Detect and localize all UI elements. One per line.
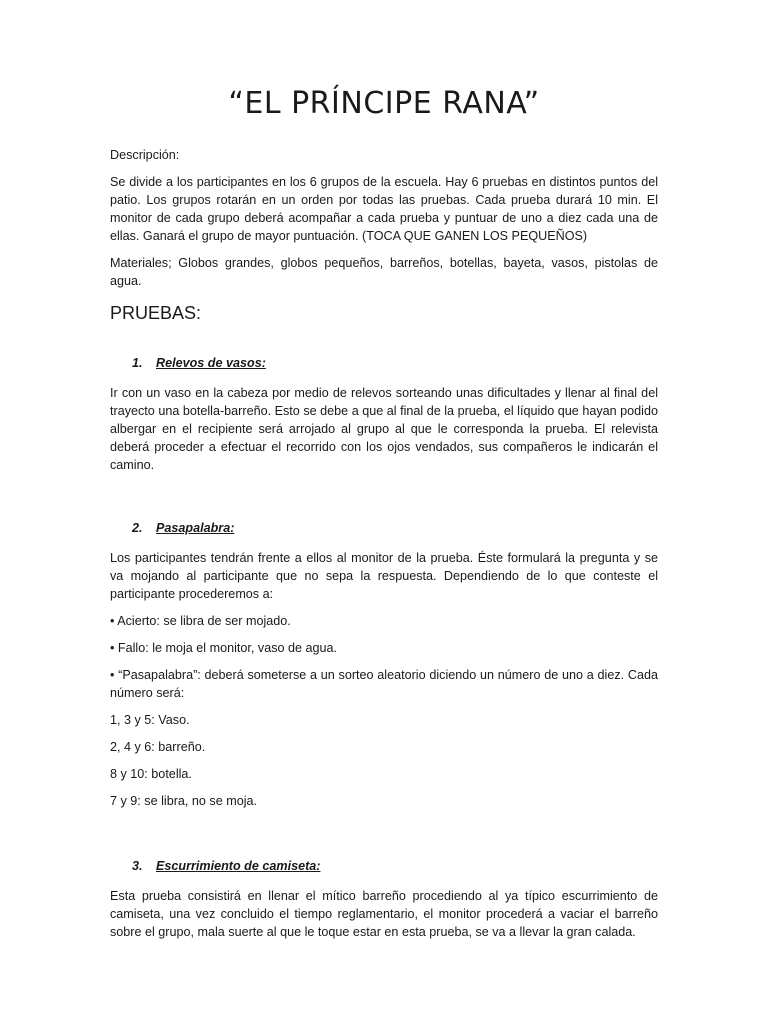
- section-number: 3.: [132, 859, 143, 873]
- number-rule: 1, 3 y 5: Vaso.: [110, 713, 190, 727]
- section-heading-pasapalabra: [110, 519, 658, 537]
- section-heading-relevos: [110, 354, 658, 372]
- section-paragraph: Los participantes tendrán frente a ellos al monitor de la prueba. Éste formulará la pregunta y se va mojando al participante que no sepa la respuesta. Dependiendo de lo que conteste el participante procederemos a:: [110, 551, 658, 601]
- number-rule: 8 y 10: botella.: [110, 767, 192, 781]
- section-paragraph: Ir con un vaso en la cabeza por medio de relevos sorteando unas dificultades y llenar al final del trayecto una botella-barreño. Esto se debe a que al final de la prueba, el líquido que hayan podido albergar en el recipiente será arrojado al grupo al que le corresponda la prueba. El relevista deberá proceder a efectuar el recorrido con los ojos vendados, sus compañeros le indicarán el camino.: [110, 386, 658, 472]
- section-title: Escurrimiento de camiseta:: [156, 859, 321, 873]
- number-rule: 7 y 9: se libra, no se moja.: [110, 794, 257, 808]
- section-number: 2.: [132, 521, 143, 535]
- bullet-item: • Acierto: se libra de ser mojado.: [110, 614, 291, 628]
- section-number: 1.: [132, 356, 143, 370]
- number-rule: 2, 4 y 6: barreño.: [110, 740, 206, 754]
- pruebas-heading: PRUEBAS:: [110, 303, 202, 323]
- materiales-paragraph: Materiales; Globos grandes, globos pequeños, barreños, botellas, bayeta, vasos, pistolas de agua.: [110, 256, 658, 288]
- descripcion-label: Descripción:: [110, 148, 180, 162]
- descripcion-paragraph: Se divide a los participantes en los 6 grupos de la escuela. Hay 6 pruebas en distintos puntos del patio. Los grupos rotarán en un orden por todas las pruebas. Cada prueba durará 10 min. El monitor de cada grupo deberá acompañar a cada prueba y puntuar de uno a diez cada una de ellas. Ganará el grupo de mayor puntuación. (TOCA QUE GANEN LOS PEQUEÑOS): [110, 175, 658, 243]
- section-paragraph: Esta prueba consistirá en llenar el mítico barreño procediendo al ya típico escurrimiento de camiseta, una vez concluido el tiempo reglamentario, el monitor procederá a vaciar el barreño sobre el grupo, mala suerte al que le toque estar en esta prueba, se va a llevar la gran calada.: [110, 889, 658, 939]
- document-body: [110, 146, 658, 950]
- bullet-item: • Fallo: le moja el monitor, vaso de agua.: [110, 641, 338, 655]
- section-heading-escurrimiento: [110, 857, 658, 875]
- section-title: Relevos de vasos:: [156, 356, 266, 370]
- section-title: Pasapalabra:: [156, 521, 235, 535]
- bullet-item: • “Pasapalabra”: deberá someterse a un sorteo aleatorio diciendo un número de uno a diez. Cada número será:: [110, 668, 658, 700]
- document-title: “EL PRÍNCIPE RANA”: [228, 86, 540, 121]
